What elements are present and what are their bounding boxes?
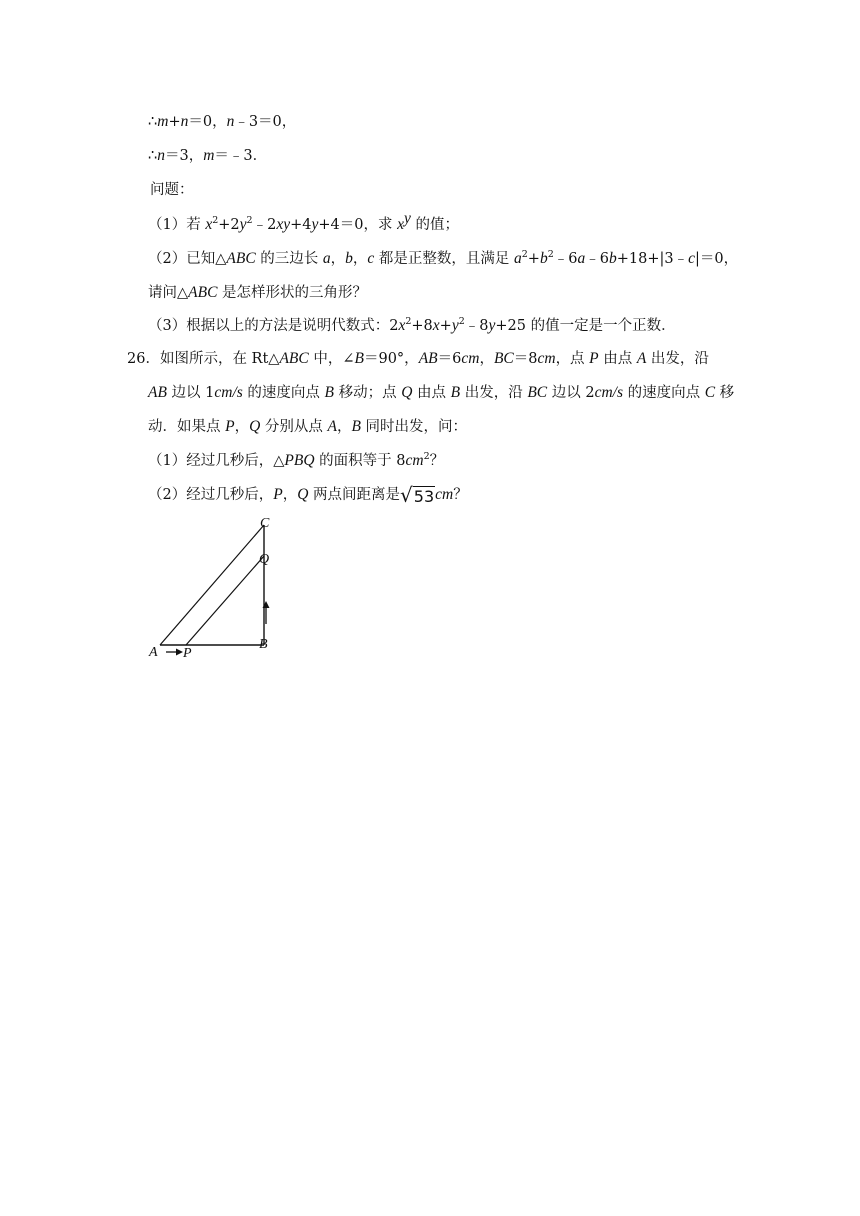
problem-26-line-3: 动．如果点 P，Q 分别从点 A，B 同时出发，问： (148, 418, 468, 435)
label-A: A (149, 645, 158, 660)
sub-question-1: （1）经过几秒后，△PBQ 的面积等于 $8cm^2$？ (148, 451, 445, 469)
arrow-right-icon (166, 649, 183, 656)
problem-26-line-1: 26．如图所示，在 Rt△ABC 中，∠B＝90°，AB＝6cm，BC＝8cm，点 P 由点 A 出发，沿 (127, 350, 709, 367)
problem-26-line-2: AB 边以 1cm/s 的速度向点 B 移动；点 Q 由点 B 出发，沿 BC 边以 2cm/s 的速度向点 C 移 (148, 384, 735, 401)
sub-question-2: （2）经过几秒后，P，Q 两点间距离是√53cm？ (148, 483, 468, 507)
sqrt-53: √53 (400, 483, 435, 507)
question-1: （1）若 $x^2+2y^2﹣2xy+4y+4=0$，求 $x^y$ 的值； (148, 210, 459, 233)
line-problem-heading: 问题： (150, 182, 194, 198)
label-B: B (259, 637, 268, 652)
label-P: P (183, 646, 192, 661)
question-3: （3）根据以上的方法是说明代数式：$2x^2+8x+y^2﹣8y+25$ 的值一定是一个正数． (148, 316, 676, 334)
line-conclusion-1: ∴m+n＝0，n﹣3＝0， (148, 113, 297, 130)
segment-AC (160, 525, 264, 645)
line-conclusion-2: ∴n＝3，m＝﹣3． (148, 147, 268, 164)
question-2-line-1: （2）已知△ABC 的三边长 a，b，c 都是正整数，且满足 $a^2+b^2﹣6a﹣6b+18+|3﹣c|=0$， (148, 249, 739, 267)
label-C: C (260, 516, 270, 531)
label-Q: Q (259, 552, 270, 567)
triangle-figure (146, 512, 286, 662)
question-2-line-2: 请问△ABC 是怎样形状的三角形？ (148, 284, 368, 301)
